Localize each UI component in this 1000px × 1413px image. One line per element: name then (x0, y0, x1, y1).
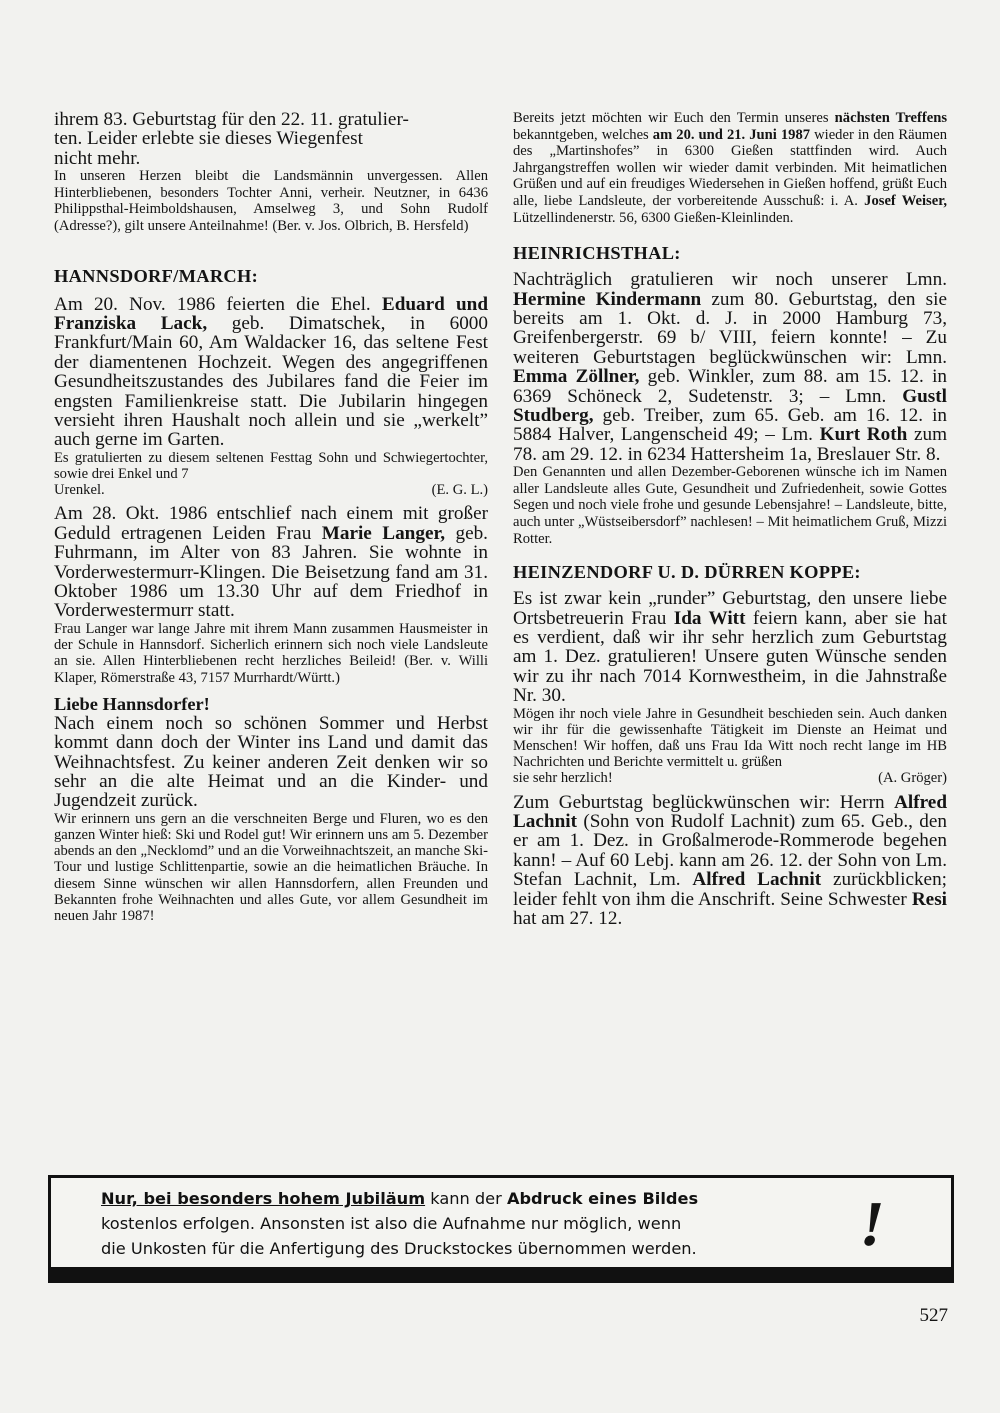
hannsdorf-para-3: Nach einem noch so schönen Sommer und Herbst kommt dann doch der Winter ins Land und damit das Weihnachtsfest. Zu keiner anderen Zeit denken wir so sehr an die alte Heimat und an die Kinder- und Jugendzeit zurück. (54, 712, 488, 812)
heinzendorf-small-1: Mögen ihr noch viele Jahre in Gesundheit beschieden sein. Auch danken wir ihr für die gewissenhafte Tätigkeit im Dienste an Heimat und Menschen! Wir hoffen, daß uns Frau Ida Witt noch recht lange im HB Nachrichten und Berichte vermittelt u. grüßen (513, 705, 947, 771)
hannsdorf-small-3: Wir erinnern uns gern an die verschneiten Berge und Fluren, wo es den ganzen Winter hieß: Ski und Rodel gut! Wir erinnern uns am 5. Dezember abends an den „Necklomd” und an die Vorweihnachtszeit, an manche Ski-Tour und lustige Schlittenpartie, sowie an die heimatlichen Bräuche. In diesem Sinne wünschen wir allen Hannsdorfern, allen Freunden und Bekannten frohe Weihnachten und alles Gute, vor allem Gesundheit im neuen Jahr 1987! (54, 810, 488, 924)
heading-heinzendorf: HEINZENDORF U. D. DÜRREN KOPPE: (513, 562, 861, 583)
intro-line-3: nicht mehr. (54, 147, 141, 169)
heinrichsthal-para-1: Nachträglich gratulieren wir noch unserer Lmn. Hermine Kindermann zum 80. Geburtstag, den sie bereits am 1. Okt. d. J. in 2000 Hamburg 73, Greifenbergerstr. 69 b/ VIII, feiern konnte! – Zu weiteren Geburtstagen beglückwünschen wir: Lmn. Emma Zöllner, geb. Winkler, zum 88. am 15. 12. in 6369 Schöneck 2, Sudetenstr. 3; – Lmn. Gustl Studberg, geb. Treiber, zum 65. Geb. am 16. 12. in 5884 Halver, Langenscheid 49; – Lm. Kurt Roth zum 78. am 29. 12. in 6234 Hattersheim 1a, Breslauer Str. 8. (513, 269, 947, 465)
notice-line-3: die Unkosten für die Anfertigung des Druckstockes übernommen werden. (101, 1239, 697, 1258)
notice-line-2: kostenlos erfolgen. Ansonsten ist also die Aufnahme nur möglich, wenn (101, 1214, 682, 1233)
subheading-liebe-hannsdorfer: Liebe Hannsdorfer! (54, 693, 210, 714)
right-intro: Bereits jetzt möchten wir Euch den Termin unseres nächsten Treffens bekanntgeben, welches am 20. und 21. Juni 1987 wieder in den Räumen des „Martinshofes” in 6300 Gießen stattfinden wird. Auch Jahrgangstreffen wollen wir wieder damit verbinden. Mit heimatlichen Grüßen und auf ein freudiges Wiedersehen in Gießen hoffend, grüßt Euch alle, liebe Landsleute, der vorbereitende Ausschuß: i. A. Josef Weiser, Lützellindenerstr. 56, 6300 Gießen-Kleinlinden. (513, 110, 948, 226)
heinzendorf-para-1: Es ist zwar kein „runder” Geburtstag, den unsere liebe Ortsbetreuerin Frau Ida Witt feiern kann, aber sie hat es verdient, daß wir ihr sehr herzlich zum Geburtstag am 1. Dez. gratulieren! Unsere guten Wünsche senden wir zu ihr nach 7014 Kornwestheim, in die Jahnstraße Nr. 30. (513, 588, 947, 707)
hannsdorf-para-2: Am 28. Okt. 1986 entschlief nach einem mit großer Geduld ertragenen Leiden Frau Marie Langer, geb. Fuhrmann, im Alter von 83 Jahren. Sie wohnte in Vorderwestermurr-Klingen. Die Beisetzung fand am 31. Oktober 1986 um 13.30 Uhr auf dem Friedhof in Vorderwestermurr statt. (54, 503, 488, 622)
heinrichsthal-small-1: Den Genannten und allen Dezember-Geborenen wünsche ich im Namen aller Landsleute alles Gute, Gesundheit und Zufriedenheit, sowie Gottes Segen und noch viele frohe und gesunde Lebensjahre! – Landsleute, bitte, auch unter „Wüstseibersdorf” nachlesen! – Mit heimatlichem Gruß, Mizzi Rotter. (513, 464, 947, 547)
hannsdorf-para-1: Am 20. Nov. 1986 feierten die Ehel. Eduard und Franziska Lack, geb. Dimatschek, in 6000 Frankfurt/Main 60, Am Waldacker 16, das seltene Fest der diamentenen Hochzeit. Wegen des angegriffenen Gesundheitszustandes des Jubilares fand die Feier im engsten Familienkreise statt. Die Jubilarin hingegen versieht ihren Haushalt noch allein und sie „werkelt” auch gerne im Garten. (54, 293, 489, 451)
notice-text (101, 1186, 861, 1261)
page-number: 527 (919, 1305, 948, 1326)
heinzendorf-para-2: Zum Geburtstag beglückwünschen wir: Herrn Alfred Lachnit (Sohn von Rudolf Lachnit) zum 65. Geb., den er am 1. Dez. in Großalmerode-Rommerode begehen kann! – Auf 60 Lebj. kann am 26. 12. der Sohn von Lm. Stefan Lachnit, Lm. Alfred Lachnit zurückblicken; leider fehlt von ihm die Anschrift. Seine Schwester Resi hat am 27. 12. (513, 791, 947, 930)
hannsdorf-small-1: Es gratulierten zu diesem seltenen Festtag Sohn und Schwiegertochter, sowie drei Enkel und 7 (54, 449, 488, 483)
heinzendorf-signature: sie sehr herzlich! (A. Gröger) (513, 770, 947, 787)
left-column (54, 110, 488, 924)
right-column (513, 110, 947, 928)
intro-line-1: ihrem 83. Geburtstag für den 22. 11. gratulier- (54, 109, 409, 130)
intro-line-2: ten. Leider erlebte sie dieses Wiegenfest (54, 128, 363, 150)
left-intro (54, 110, 488, 168)
left-intro-small: In unseren Herzen bleibt die Landsmännin unvergessen. Allen Hinterbliebenen, besonders Tochter Anni, verheir. Neutzner, in 6436 Philippsthal-Heimboldshausen, Amselweg 3, und Sohn Rudolf (Adresse?), gilt unsere Anteilnahme! (Ber. v. Jos. Olbrich, B. Hersfeld) (54, 168, 488, 234)
notice-line-1: Nur, bei besonders hohem Jubiläum kann der Abdruck eines Bildes (101, 1189, 699, 1208)
heading-heinrichsthal: HEINRICHSTHAL: (513, 243, 681, 264)
exclamation-icon: ! (855, 1188, 890, 1259)
notice-box (48, 1175, 954, 1283)
heading-hannsdorf: HANNSDORF/MARCH: (54, 265, 259, 286)
hannsdorf-signature-1: Urenkel. (E. G. L.) (54, 482, 488, 499)
hannsdorf-small-2: Frau Langer war lange Jahre mit ihrem Mann zusammen Hausmeister in der Schule in Hannsdorf. Sicherlich erinnern sich noch viele Landsleute an sie. Allen Hinterbliebenen recht herzliches Beileid! (Ber. v. Willi Klaper, Römerstraße 43, 7157 Murrhardt/Württ.) (54, 620, 488, 686)
